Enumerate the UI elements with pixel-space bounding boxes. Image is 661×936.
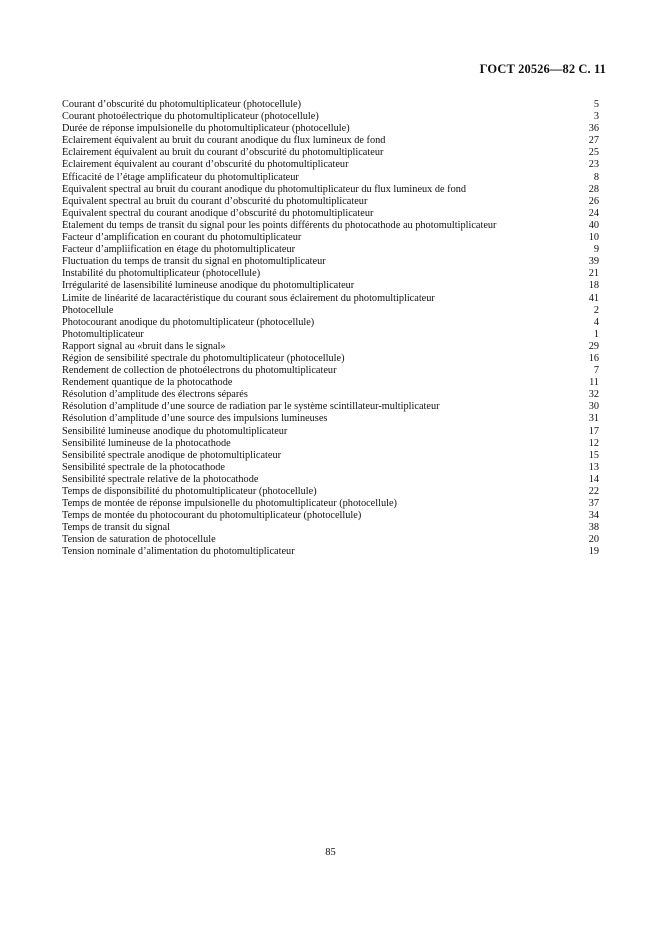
index-page-ref: 24	[588, 207, 599, 219]
index-term: Durée de réponse impulsionelle du photomultiplicateur (photocellule)	[62, 123, 350, 135]
index-term: Efficacité de l’étage amplificateur du photomultiplicateur	[62, 171, 299, 183]
index-term: Facteur d’amplification en courant du photomultiplicateur	[62, 232, 302, 244]
index-term: Tension nominale d’alimentation du photomultiplicateur	[62, 546, 295, 558]
index-page-ref: 40	[588, 219, 599, 231]
index-entry	[62, 268, 599, 280]
index-page-ref: 20	[588, 534, 599, 546]
index-entry	[62, 147, 599, 159]
index-page-ref: 8	[593, 171, 599, 183]
index-entry	[62, 111, 599, 123]
index-page-ref: 14	[588, 473, 599, 485]
index-page-ref: 27	[588, 135, 599, 147]
index-term: Temps de disponsibilité du photomultiplicateur (photocellule)	[62, 486, 317, 497]
index-term: Courant d’obscurité du photomultiplicateur (photocellule)	[62, 99, 302, 110]
index-entry	[62, 208, 599, 220]
index-page-ref: 16	[588, 352, 599, 364]
index-page-ref: 34	[588, 510, 599, 522]
index-page-ref: 37	[588, 498, 599, 510]
index-term: Photocourant anodique du photomultiplicateur (photocellule)	[62, 316, 315, 328]
index-page-ref: 4	[593, 316, 599, 328]
index-term: Région de sensibilité spectrale du photomultiplicateur (photocellule)	[62, 352, 345, 364]
index-entry	[62, 438, 599, 450]
index-term: Rendement de collection de photoélectrons du photomultiplicateur	[62, 365, 337, 377]
index-entry	[62, 159, 599, 171]
index-term: Sensibilité lumineuse anodique du photomultiplicateur	[62, 425, 288, 437]
index-entry	[62, 196, 599, 208]
index-entry	[62, 365, 599, 377]
index-term: Facteur d’ampliification en étage du photomultiplicateur	[62, 244, 296, 256]
index-page-ref: 5	[593, 99, 599, 110]
index-term: Sensibilité spectrale anodique de photomultiplicateur	[62, 449, 282, 461]
index-term: Temps de transit du signal	[62, 522, 170, 534]
index-term: Éclairement équivalent au bruit du courant anodique du flux lumineux de fond	[62, 135, 386, 147]
index-entry	[62, 135, 599, 147]
index-term: Instabilité du photomultiplicateur (photocellule)	[62, 268, 261, 280]
index-entry	[62, 305, 599, 317]
index-entry	[62, 510, 599, 522]
index-page-ref: 26	[588, 195, 599, 207]
index-term: Résolution d’amplitude d’une source de radiation par le système scintillateur-multiplicateur	[62, 401, 440, 413]
index-page-ref: 18	[588, 280, 599, 292]
index-page-ref: 13	[588, 461, 599, 473]
index-entry	[62, 172, 599, 184]
index-term: Équivalent spectral au bruit du courant anodique du photomultiplicateur du flux lumineux de fond	[62, 183, 467, 195]
index-term: Rendement quantique de la photocathode	[62, 377, 233, 389]
index-term: Fluctuation du temps de transit du signal en photomultiplicateur	[62, 256, 326, 268]
index-page-ref: 19	[588, 546, 599, 558]
index-term: Rapport signal au «bruit dans le signal»	[62, 340, 226, 352]
index-term: Résolution d’amplitude des électrons séparés	[62, 389, 248, 401]
page-number: 85	[325, 847, 336, 858]
index-page-ref: 1	[593, 328, 599, 340]
index-page-ref: 36	[588, 123, 599, 135]
index-entry	[62, 123, 599, 135]
index-page-ref: 17	[588, 425, 599, 437]
index-entry	[62, 317, 599, 329]
index-page-ref: 41	[588, 292, 599, 304]
index-page-ref: 7	[593, 365, 599, 377]
index-page-ref: 2	[593, 304, 599, 316]
index-entry	[62, 293, 599, 305]
index-page-ref: 9	[593, 244, 599, 256]
index-term: Limite de linéarité de lacaractéristique du courant sous éclairement du photomultiplicateur	[62, 292, 435, 304]
index-term: Temps de montée du photocourant du photomultiplicateur (photocellule)	[62, 510, 362, 522]
index-entry	[62, 184, 599, 196]
index-page-ref: 23	[588, 159, 599, 171]
index-entry	[62, 389, 599, 401]
index-page-ref: 32	[588, 389, 599, 401]
index-page-ref: 29	[588, 340, 599, 352]
index-page-ref: 30	[588, 401, 599, 413]
document-header: ГОСТ 20526—82 С. 11	[479, 62, 606, 76]
index-page-ref: 21	[588, 268, 599, 280]
index-term: Résolution d’amplitude d’une source des impulsions lumineuses	[62, 413, 328, 425]
index-page-ref: 3	[593, 111, 599, 123]
index-entry	[62, 256, 599, 268]
index-term: Sensibilité spectrale de la photocathode	[62, 461, 225, 473]
index-entry	[62, 534, 599, 546]
index-term: Éclairement équivalent au courant d’obscurité du photomultiplicateur	[62, 159, 349, 171]
index-page-ref: 15	[588, 449, 599, 461]
index-term: Irrégularité de lasensibilité lumineuse anodique du photomultiplicateur	[62, 280, 355, 292]
index-term: Tension de saturation de photocellule	[62, 534, 216, 546]
index-term: Courant photoélectrique du photomultiplicateur (photocellule)	[62, 111, 319, 123]
index-term: Équivalent spectral du courant anodique d’obscurité du photomultiplicateur	[62, 207, 374, 219]
index-page-ref: 28	[588, 183, 599, 195]
index-term: Équivalent spectral au bruit du courant d’obscurité du photomultiplicateur	[62, 195, 368, 207]
index-entry	[62, 474, 599, 486]
index-entry	[62, 377, 599, 389]
index-entry	[62, 280, 599, 292]
index-entry	[62, 353, 599, 365]
index-entry	[62, 329, 599, 341]
index-page-ref: 11	[589, 377, 599, 389]
index-term: Photomultiplicateur	[62, 328, 144, 340]
index-page-ref: 31	[588, 413, 599, 425]
index-entry	[62, 413, 599, 425]
index-page-ref: 22	[588, 486, 599, 497]
index-entry	[62, 450, 599, 462]
index-entry	[62, 220, 599, 232]
index-entry	[62, 426, 599, 438]
index-entry	[62, 341, 599, 353]
index-term: Sensibilité lumineuse de la photocathode	[62, 437, 231, 449]
index-entry	[62, 462, 599, 474]
index-term: Éclairement équivalent au bruit du courant d’obscurité du photomultiplicateur	[62, 147, 384, 159]
index-entry	[62, 498, 599, 510]
index-term: Sensibilité spectrale relative de la photocathode	[62, 473, 259, 485]
index-entry	[62, 522, 599, 534]
index-term: Photocellule	[62, 304, 114, 316]
index-page-ref: 25	[588, 147, 599, 159]
index-entry	[62, 546, 599, 558]
index-entry	[62, 244, 599, 256]
index-entry	[62, 99, 599, 111]
index-page-ref: 38	[588, 522, 599, 534]
index-entry	[62, 486, 599, 498]
term-index-list	[62, 99, 599, 559]
index-term: Étalement du temps de transit du signal pour les points différents du photocathode au photomultiplicateur	[62, 219, 497, 231]
index-term: Temps de montée de réponse impulsionelle du photomultiplicateur (photocellule)	[62, 498, 397, 510]
index-entry	[62, 232, 599, 244]
index-page-ref: 39	[588, 256, 599, 268]
index-entry	[62, 401, 599, 413]
index-page-ref: 12	[588, 437, 599, 449]
index-page-ref: 10	[588, 232, 599, 244]
